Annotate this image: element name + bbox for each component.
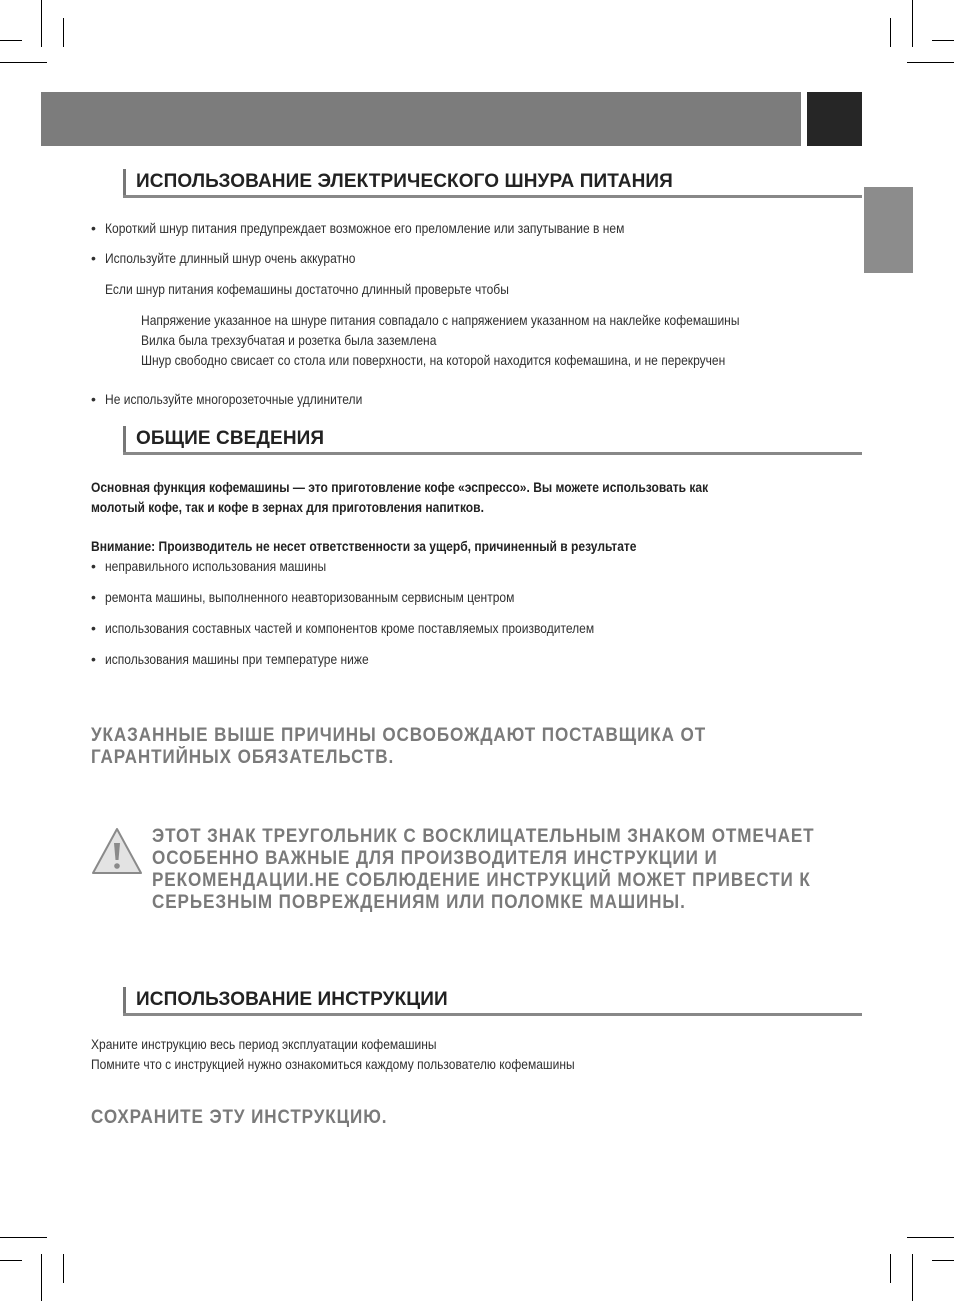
section-title: ОБЩИЕ СВЕДЕНИЯ: [136, 428, 325, 449]
crop-mark: [41, 0, 42, 47]
crop-mark: [63, 1254, 64, 1283]
side-language-tab: [864, 187, 913, 273]
crop-mark: [63, 18, 64, 47]
section-title: ИСПОЛЬЗОВАНИЕ ЭЛЕКТРИЧЕСКОГО ШНУРА ПИТАНИЯ: [136, 171, 673, 192]
bullet-dot: •: [91, 589, 96, 605]
list-item: Используйте длинный шнур очень аккуратно: [105, 250, 356, 266]
list-item: ремонта машины, выполненного неавторизованным сервисным центром: [105, 589, 515, 605]
intro-paragraph-line: молотый кофе, так и кофе в зернах для приготовления напитков.: [91, 499, 484, 515]
long-cord-intro: Если шнур питания кофемашины достаточно длинный проверьте чтобы: [105, 281, 509, 297]
heading-bar: [123, 169, 126, 198]
intro-paragraph-line: Основная функция кофемашины — это приготовление кофе «эспрессо». Вы можете использовать как: [91, 479, 709, 495]
warning-triangle-icon: [91, 826, 143, 876]
list-item: неправильного использования машины: [105, 558, 327, 574]
bullet-dot: •: [91, 250, 96, 266]
warning-text-line: РЕКОМЕНДАЦИИ.НЕ СОБЛЮДЕНИЕ ИНСТРУКЦИЙ МОЖЕТ ПРИВЕСТИ К: [152, 870, 811, 891]
check-item: Вилка была трехзубчатая и розетка была заземлена: [141, 332, 437, 348]
heading-bar: [123, 987, 126, 1016]
crop-mark: [912, 1254, 913, 1301]
section-heading-power-cord: [123, 169, 862, 198]
check-item: Напряжение указанное на шнуре питания совпадало с напряжением указанном на наклейке кофемашины: [141, 312, 740, 328]
warranty-notice-line: ГАРАНТИЙНЫХ ОБЯЗАТЕЛЬСТВ.: [91, 747, 395, 768]
save-instructions-notice: СОХРАНИТЕ ЭТУ ИНСТРУКЦИЮ.: [91, 1107, 388, 1128]
crop-mark: [0, 1237, 47, 1238]
crop-mark: [932, 1260, 954, 1261]
list-item: использования составных частей и компонентов кроме поставляемых производителем: [105, 620, 595, 636]
bullet-dot: •: [91, 651, 96, 667]
warning-text-line: СЕРЬЕЗНЫМ ПОВРЕЖДЕНИЯМ ИЛИ ПОЛОМКЕ МАШИНЫ.: [152, 892, 686, 913]
crop-mark: [0, 1260, 22, 1261]
bullet-dot: •: [91, 620, 96, 636]
instructions-line: Храните инструкцию весь период эксплуатации кофемашины: [91, 1036, 437, 1052]
heading-underline: [123, 1013, 862, 1016]
bullet-dot: •: [91, 391, 96, 407]
bullet-dot: •: [91, 558, 96, 574]
warning-text-line: ОСОБЕННО ВАЖНЫЕ ДЛЯ ПРОИЗВОДИТЕЛЯ ИНСТРУКЦИИ И: [152, 848, 718, 869]
section-heading-general: [123, 426, 862, 455]
header-band-dark-block: [807, 92, 862, 146]
check-item: Шнур свободно свисает со стола или поверхности, на которой находится кофемашина, и не перекручен: [141, 352, 726, 368]
crop-mark: [912, 0, 913, 47]
attention-text: Внимание: Производитель не несет ответственности за ущерб, причиненный в результате: [91, 538, 637, 554]
warning-text-line: ЭТОТ ЗНАК ТРЕУГОЛЬНИК С ВОСКЛИЦАТЕЛЬНЫМ ЗНАКОМ ОТМЕЧАЕТ: [152, 826, 815, 847]
crop-mark: [890, 1254, 891, 1283]
header-band: [41, 92, 801, 146]
heading-underline: [123, 195, 862, 198]
crop-mark: [890, 18, 891, 47]
list-item: Короткий шнур питания предупреждает возможное его преломление или запутывание в нем: [105, 220, 625, 236]
heading-bar: [123, 426, 126, 455]
bullet-dot: •: [91, 220, 96, 236]
crop-mark: [0, 40, 22, 41]
instructions-line: Помните что с инструкцией нужно ознакомиться каждому пользователю кофемашины: [91, 1056, 575, 1072]
crop-mark: [907, 1237, 954, 1238]
list-item: использования машины при температуре ниже: [105, 651, 369, 667]
section-title: ИСПОЛЬЗОВАНИЕ ИНСТРУКЦИИ: [136, 989, 448, 1010]
crop-mark: [932, 40, 954, 41]
crop-mark: [907, 62, 954, 63]
crop-mark: [41, 1254, 42, 1301]
section-heading-instructions: [123, 987, 862, 1016]
crop-mark: [0, 62, 47, 63]
warranty-notice-line: УКАЗАННЫЕ ВЫШЕ ПРИЧИНЫ ОСВОБОЖДАЮТ ПОСТАВЩИКА ОТ: [91, 725, 707, 746]
list-item: Не используйте многорозеточные удлинители: [105, 391, 363, 407]
heading-underline: [123, 452, 862, 455]
